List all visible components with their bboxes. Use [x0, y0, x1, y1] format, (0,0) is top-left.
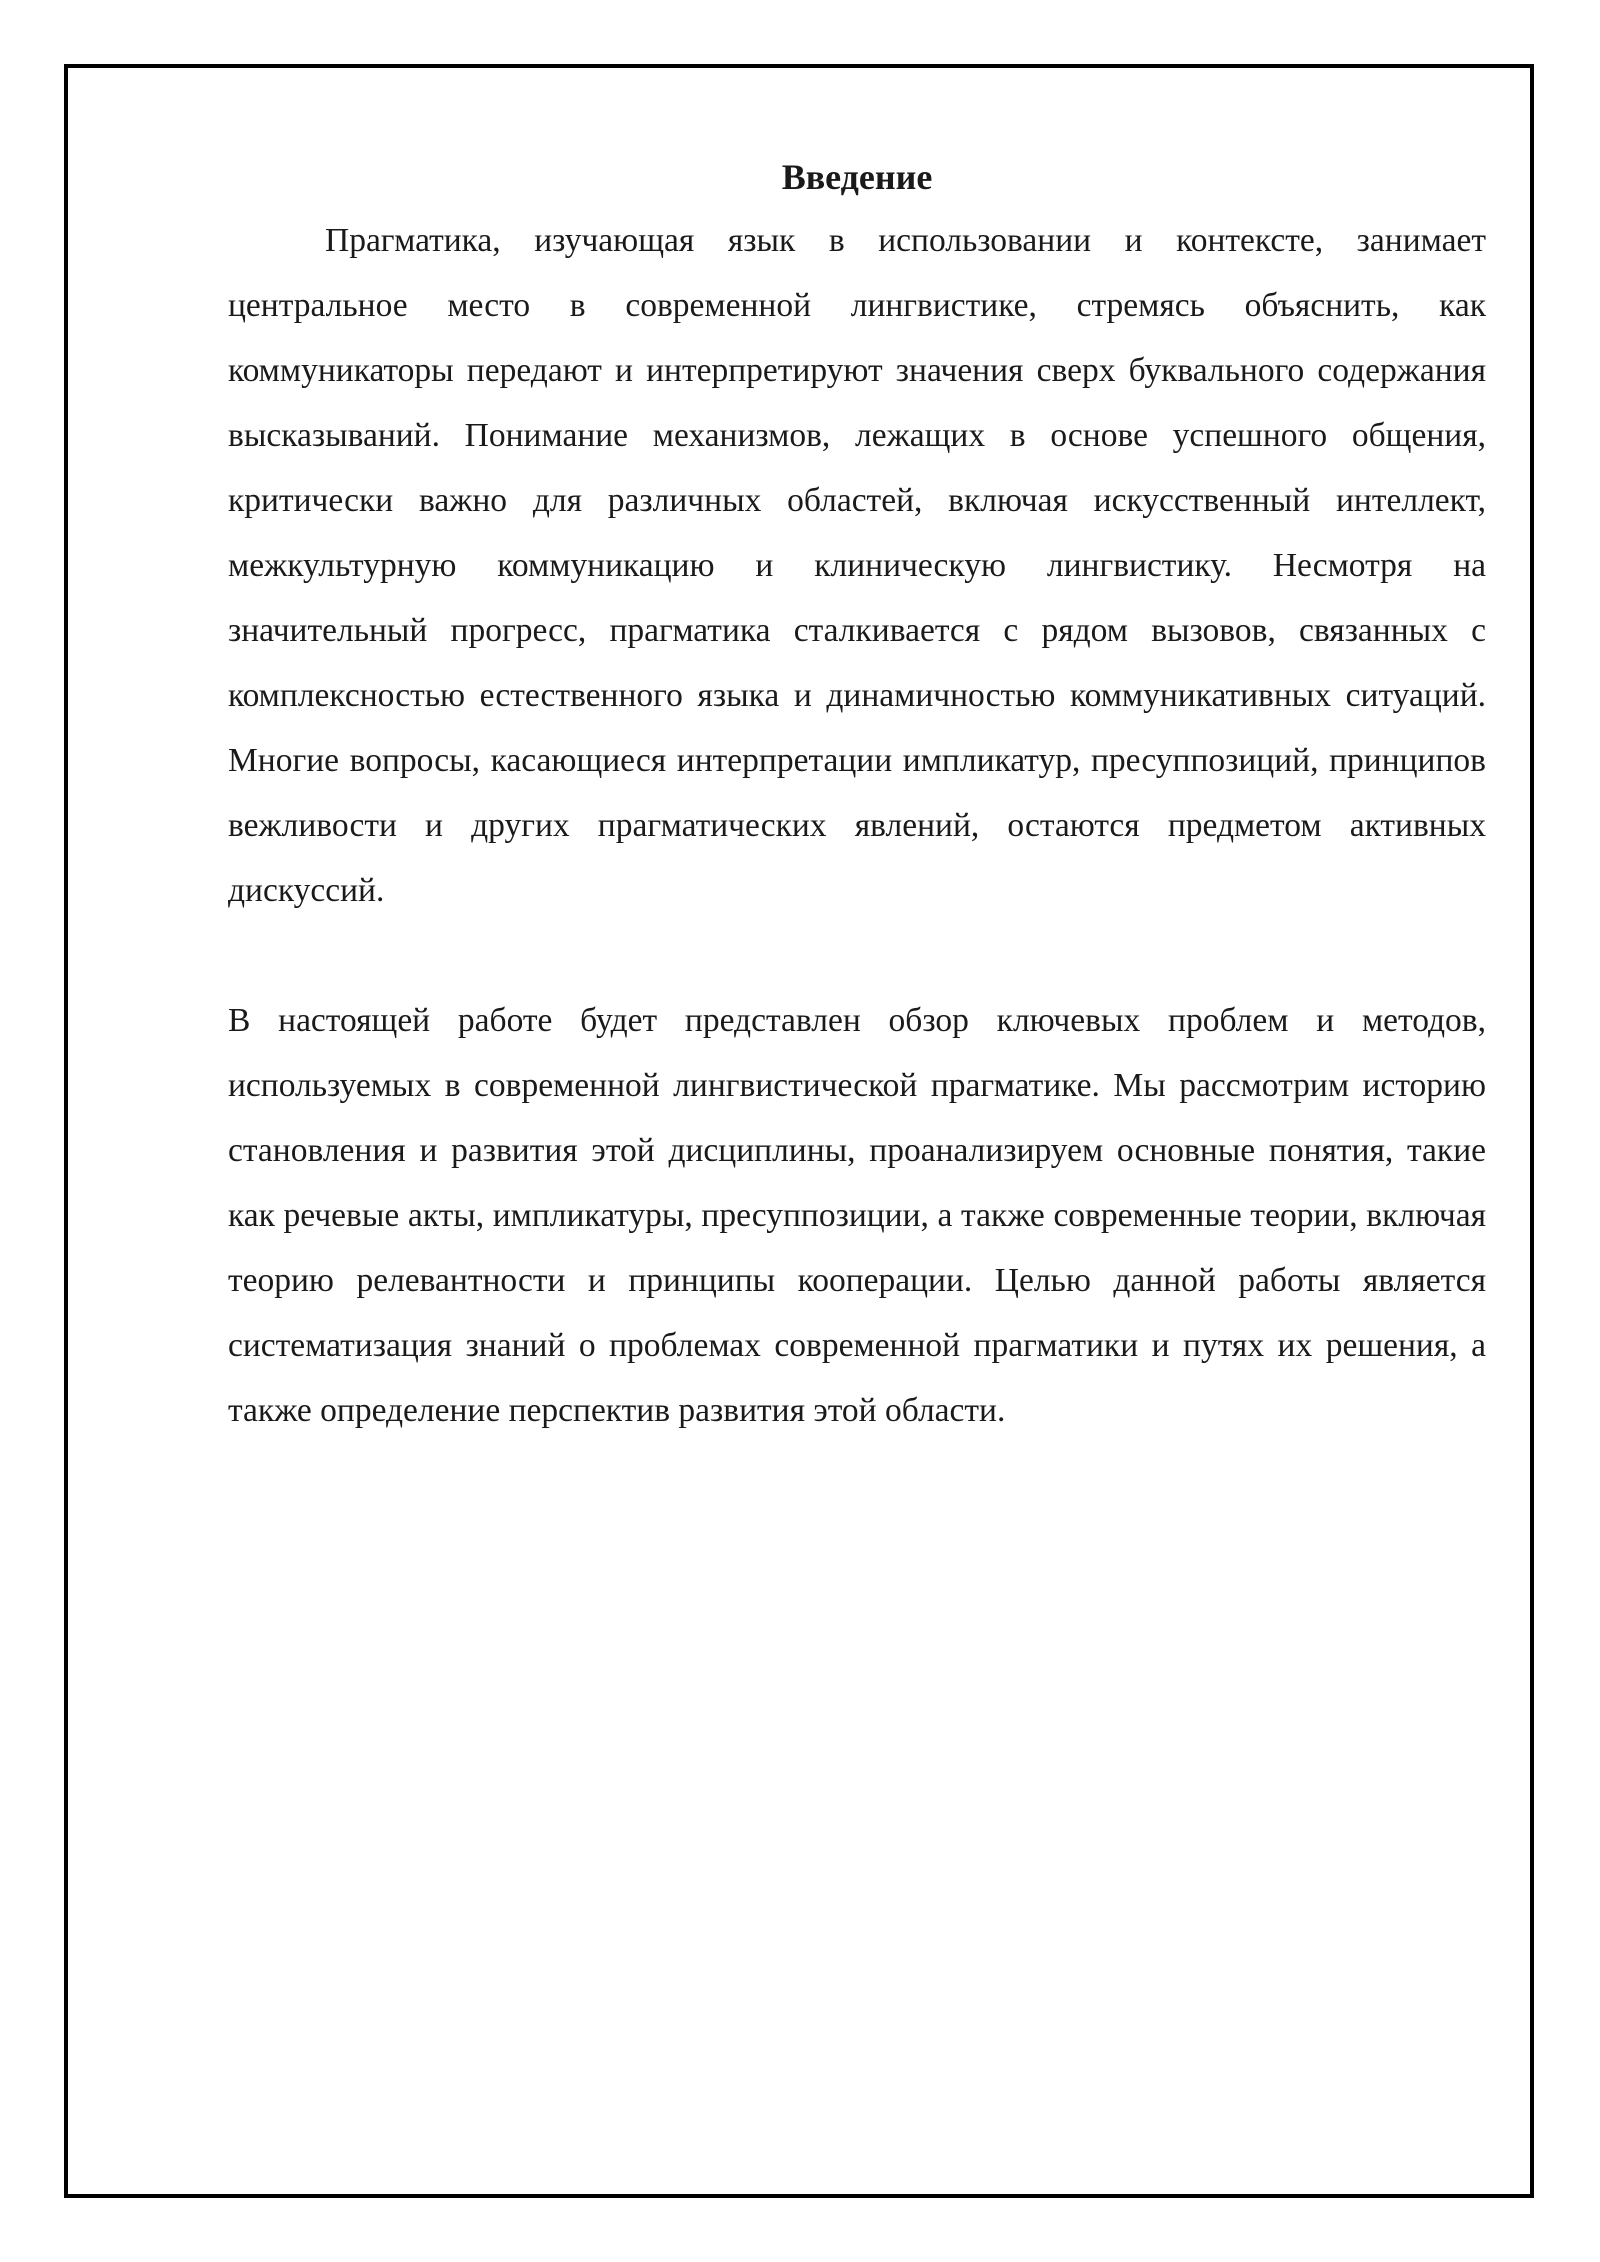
document-body	[228, 150, 1486, 1443]
paragraph-overview: В настоящей работе будет представлен обзор ключевых проблем и методов, используемых в современной лингвистической прагматике. Мы рассмотрим историю становления и развития этой дисциплины, проанализируем основные понятия, такие как речевые акты, импликатуры, пресуппозиции, а также современные теории, включая теорию релевантности и принципы кооперации. Целью данной работы является систематизация знаний о проблемах современной прагматики и путях их решения, а также определение перспектив развития этой области.	[228, 1002, 1486, 1429]
document-heading: Введение	[781, 157, 933, 197]
paragraph-intro: Прагматика, изучающая язык в использовании и контексте, занимает центральное место в современной лингвистике, стремясь объяснить, как коммуникаторы передают и интерпретируют значения сверх буквального содержания высказываний. Понимание механизмов, лежащих в основе успешного общения, критически важно для различных областей, включая искусственный интеллект, межкультурную коммуникацию и клиническую лингвистику. Несмотря на значительный прогресс, прагматика сталкивается с рядом вызовов, связанных с комплексностью естественного языка и динамичностью коммуникативных ситуаций. Многие вопросы, касающиеся интерпретации импликатур, пресуппозиций, принципов вежливости и других прагматических явлений, остаются предметом активных дискуссий.	[228, 222, 1486, 909]
paragraph-spacer	[228, 923, 1486, 988]
